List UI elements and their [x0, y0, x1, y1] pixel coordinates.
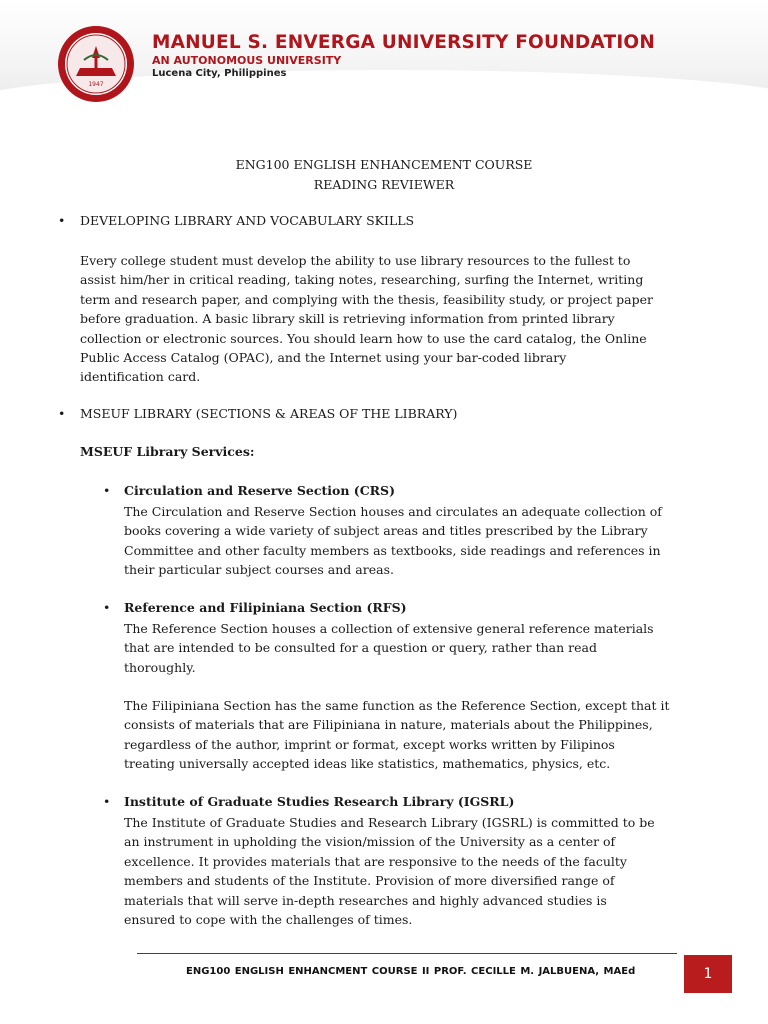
university-location: Lucena City, Philippines — [152, 68, 287, 79]
item-title-rfs: Reference and Filipiniana Section (RFS) — [124, 600, 407, 615]
university-subtitle: AN AUTONOMOUS UNIVERSITY — [152, 54, 342, 67]
footer-divider — [137, 953, 677, 954]
item-paragraph-crs: The Circulation and Reserve Section houses and circulates an adequate collection of books covering a wide variety of subject areas and titles prescribed by the Library Committee and other faculty members as textbooks, side readings and references in their particular subject courses and areas. — [124, 504, 662, 578]
item-paragraph-filipiniana: The Filipiniana Section has the same function as the Reference Section, except that it consists of materials that are Filipiniana in nature, materials about the Philippines, regardless of the author, imprint or format, except works written by Filipinos treating universally accepted ideas like statistics, mathematics, physics, etc. — [124, 698, 670, 772]
library-services-subheading: MSEUF Library Services: — [80, 444, 255, 459]
bullet-icon: • — [58, 213, 66, 228]
document-title: ENG100 ENGLISH ENHANCEMENT COURSE — [235, 157, 533, 172]
document-subtitle: READING REVIEWER — [313, 177, 455, 192]
bullet-icon: • — [103, 794, 111, 809]
section-paragraph-library-skills: Every college student must develop the ability to use library resources to the fullest to assist him/her in critical reading, taking notes, researching, surfing the Internet, writing term and research paper, and complying with the thesis, feasibility study, or project paper before graduation. A basic library skill is retrieving information from printed library collection or electronic sources. You should learn how to use the card catalog, the Online Public Access Catalog (OPAC), and the Internet using your bar-coded library identification card. — [80, 253, 653, 385]
university-name: MANUEL S. ENVERGA UNIVERSITY FOUNDATION — [152, 32, 656, 53]
item-title-igsrl: Institute of Graduate Studies Research Library (IGSRL) — [124, 794, 515, 809]
item-paragraph-reference: The Reference Section houses a collection of extensive general reference materials that are intended to be consulted for a question or query, rather than read thoroughly. — [124, 621, 654, 675]
item-paragraph-igsrl: The Institute of Graduate Studies and Research Library (IGSRL) is committed to be an instrument in upholding the vision/mission of the University as a center of excellence. It provides materials that are responsive to the needs of the faculty members and students of the Institute. Provision of more diversified range of materials that will serve in-depth researches and highly advanced studies is ensured to cope with the challenges of times. — [124, 815, 655, 928]
bullet-icon: • — [103, 483, 111, 498]
seal-year: 1947 — [88, 81, 104, 88]
item-title-crs: Circulation and Reserve Section (CRS) — [124, 483, 395, 498]
footer-text: ENG100 ENGLISH ENHANCMENT COURSE II PROF. CECILLE M. JALBUENA, MAEd — [186, 966, 636, 977]
section-heading-library-skills: DEVELOPING LIBRARY AND VOCABULARY SKILLS — [80, 213, 415, 228]
university-seal-logo — [56, 24, 136, 104]
bullet-icon: • — [103, 600, 111, 615]
bullet-icon: • — [58, 406, 66, 421]
section-heading-mseuf-library: MSEUF LIBRARY (SECTIONS & AREAS OF THE LIBRARY) — [80, 406, 458, 421]
page-number-badge: 1 — [684, 955, 732, 993]
